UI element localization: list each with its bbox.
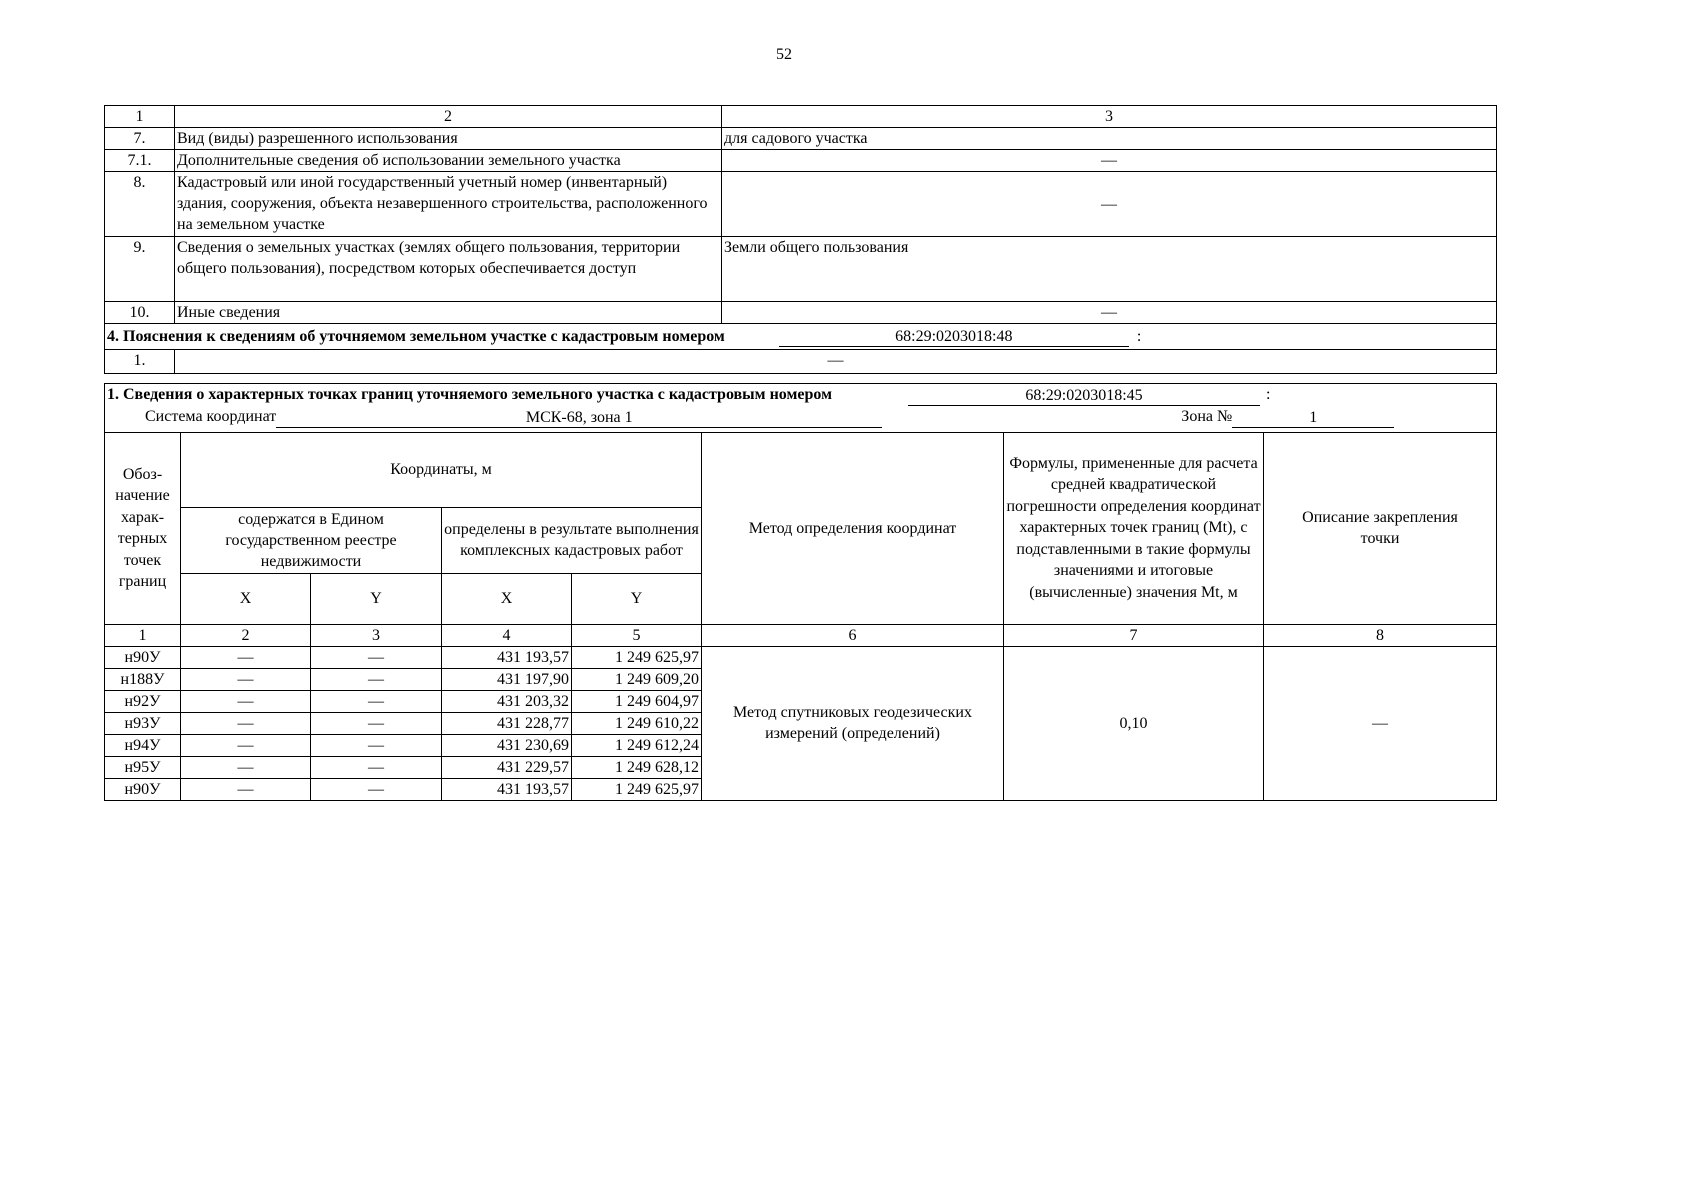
info-table [104,105,1497,374]
points-cadastral: 68:29:0203018:45 [908,386,1260,406]
info-row-value: Земли общего пользования [722,237,1497,302]
point-name: н94У [105,734,181,756]
info-row-num: 9. [105,237,175,302]
points-title: 1. Сведения о характерных точках границ уточняемого земельного участка с кадастровым номером [107,386,832,403]
point-x-egrn: — [181,646,311,668]
section4-row-num: 1. [105,350,175,374]
section4-title-cell [105,324,1497,350]
info-row-value: — [722,172,1497,237]
point-x-kkr: 431 203,32 [442,690,572,712]
col-number-row [105,624,1497,646]
info-row [105,302,1497,324]
info-row-value: для садового участка [722,128,1497,150]
points-title-row [105,384,1497,407]
point-x-kkr: 431 193,57 [442,778,572,800]
section4-header-row [105,324,1497,350]
points-title-cell [105,384,1497,407]
info-row [105,237,1497,302]
point-y-kkr: 1 249 609,20 [572,668,702,690]
points-colon: : [1265,386,1271,403]
formulas-header: Формулы, примененные для расчета средней квадратической погрешности определения координат характерных точек границ (Mt), с подставленными в такие формулы значениями и итоговые (вычисленные) значения Mt, м [1004,432,1264,624]
info-header-row [105,106,1497,128]
point-y-kkr: 1 249 628,12 [572,756,702,778]
info-row-label: Дополнительные сведения об использовании земельного участка [175,150,722,172]
col-number: 6 [702,624,1004,646]
point-x-egrn: — [181,712,311,734]
point-y-egrn: — [311,646,442,668]
kkr-header: определены в результате выполнения комплексных кадастровых работ [442,507,702,573]
fixing-header: Описание закрепления точки [1264,432,1497,624]
col-number: 2 [181,624,311,646]
x-header: X [442,573,572,624]
info-header-cell: 3 [722,106,1497,128]
x-header: X [181,573,311,624]
point-y-egrn: — [311,778,442,800]
col-number: 5 [572,624,702,646]
point-y-kkr: 1 249 610,22 [572,712,702,734]
point-y-egrn: — [311,712,442,734]
col-number: 1 [105,624,181,646]
method-value: Метод спутниковых геодезических измерений (определений) [702,646,1004,800]
coord-system-cell [105,406,1497,432]
coordinates-header: Координаты, м [181,432,702,507]
info-row-num: 7. [105,128,175,150]
col-number: 8 [1264,624,1497,646]
info-row [105,150,1497,172]
point-y-egrn: — [311,734,442,756]
point-y-kkr: 1 249 625,97 [572,778,702,800]
coord-system-value: МСК-68, зона 1 [276,408,882,428]
point-name: н92У [105,690,181,712]
point-y-egrn: — [311,690,442,712]
point-x-kkr: 431 193,57 [442,646,572,668]
page-number: 52 [776,46,792,63]
info-row-label: Кадастровый или иной государственный учетный номер (инвентарный) здания, сооружения, объекта незавершенного строительства, расположенного на земельном участке [175,172,722,237]
point-name: н93У [105,712,181,734]
point-y-egrn: — [311,756,442,778]
point-x-egrn: — [181,734,311,756]
point-y-kkr: 1 249 612,24 [572,734,702,756]
egrn-header: содержатся в Едином государственном реестре недвижимости [181,507,442,573]
zone-value: 1 [1232,408,1394,428]
col-number: 3 [311,624,442,646]
info-row-value: — [722,150,1497,172]
col-number: 4 [442,624,572,646]
point-name: н90У [105,778,181,800]
coord-system-row [105,406,1497,432]
point-x-egrn: — [181,668,311,690]
info-row-num: 7.1. [105,150,175,172]
section4-cadastral: 68:29:0203018:48 [779,327,1129,347]
section4-row [105,350,1497,374]
y-header: Y [311,573,442,624]
point-x-egrn: — [181,690,311,712]
info-row-value: — [722,302,1497,324]
point-name: н95У [105,756,181,778]
info-row [105,172,1497,237]
point-name: н90У [105,646,181,668]
info-row-num: 10. [105,302,175,324]
info-row-label: Иные сведения [175,302,722,324]
info-header-cell: 2 [175,106,722,128]
col-number: 7 [1004,624,1264,646]
point-x-kkr: 431 197,90 [442,668,572,690]
point-name: н188У [105,668,181,690]
y-header: Y [572,573,702,624]
method-header: Метод определения координат [702,432,1004,624]
info-row-num: 8. [105,172,175,237]
point-x-kkr: 431 228,77 [442,712,572,734]
point-x-egrn: — [181,778,311,800]
info-header-cell: 1 [105,106,175,128]
section4-title: 4. Пояснения к сведениям об уточняемом земельном участке с кадастровым номером [107,328,725,345]
point-y-kkr: 1 249 625,97 [572,646,702,668]
mt-value: 0,10 [1004,646,1264,800]
section4-row-value: — [175,350,1497,374]
section4-colon: : [1136,328,1142,345]
point-y-kkr: 1 249 604,97 [572,690,702,712]
coord-system-label: Система координат [145,408,277,425]
fixing-value: — [1264,646,1497,800]
info-row [105,128,1497,150]
designation-header: Обоз-начение харак-терных точек границ [105,432,181,624]
point-x-kkr: 431 230,69 [442,734,572,756]
points-table [104,383,1497,801]
info-row-label: Вид (виды) разрешенного использования [175,128,722,150]
points-header-row-1 [105,432,1497,507]
point-x-egrn: — [181,756,311,778]
point-x-kkr: 431 229,57 [442,756,572,778]
info-row-label: Сведения о земельных участках (землях общего пользования, территории общего пользования), посредством которых обеспечивается доступ [175,237,722,302]
point-y-egrn: — [311,668,442,690]
zone-label: Зона № [1181,408,1233,425]
point-row [105,646,1497,668]
